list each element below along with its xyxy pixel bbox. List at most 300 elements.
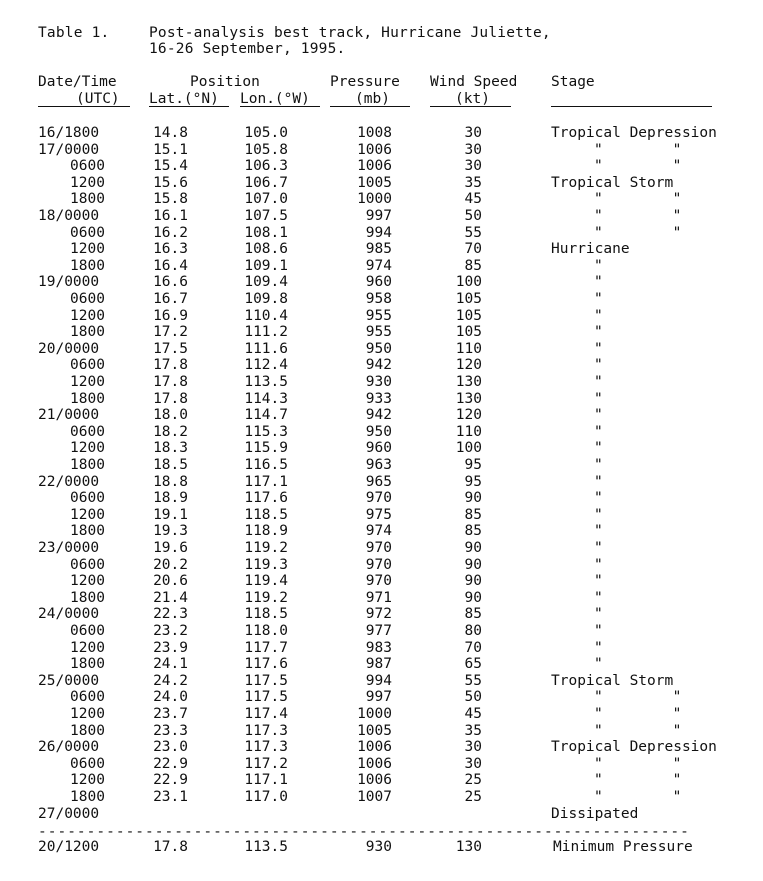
header-wind-unit: (kt) (455, 91, 490, 107)
row-stage: " (594, 440, 603, 457)
row-lon: 117.6 (244, 490, 288, 507)
row-wind: 50 (464, 208, 482, 224)
row-pressure: 974 (365, 523, 392, 540)
table-row (0, 324, 763, 341)
row-stage: " (594, 374, 603, 390)
row-stage: " " (594, 789, 682, 805)
row-pressure: 970 (365, 573, 392, 590)
row-time: 0600 (70, 291, 105, 307)
row-time: 23/0000 (38, 540, 100, 556)
row-lat: 16.6 (153, 274, 188, 291)
row-stage: " (594, 357, 603, 374)
row-pressure: 1007 (357, 789, 392, 805)
row-lat: 19.1 (153, 506, 188, 523)
row-lat: 15.1 (153, 141, 188, 158)
row-time: 17/0000 (38, 141, 100, 158)
row-time: 0600 (70, 689, 105, 706)
row-lat: 16.9 (153, 307, 188, 324)
summary-time: 20/1200 (38, 839, 100, 855)
table-row (0, 241, 763, 258)
row-lon: 117.1 (244, 772, 288, 789)
row-pressure: 955 (365, 324, 392, 341)
row-pressure: 997 (365, 208, 392, 224)
row-time: 1800 (70, 722, 105, 739)
row-lon: 117.3 (244, 722, 288, 739)
header-pressure-unit: (mb) (355, 91, 390, 107)
row-pressure: 970 (365, 556, 392, 573)
table-row (0, 474, 763, 491)
row-lon: 118.5 (244, 506, 288, 523)
row-wind: 30 (464, 125, 482, 141)
row-wind: 25 (464, 789, 482, 805)
row-lat: 18.5 (153, 457, 188, 473)
table-row (0, 308, 763, 325)
table-row (0, 590, 763, 607)
row-time: 1200 (70, 174, 105, 191)
row-lat: 14.8 (153, 125, 188, 141)
table-title-line-2: 16-26 September, 1995. (149, 41, 346, 57)
table-row (0, 606, 763, 623)
row-lon: 117.3 (244, 739, 288, 756)
row-pressure: 942 (365, 357, 392, 374)
row-pressure: 1005 (357, 722, 392, 739)
row-lon: 107.0 (244, 191, 288, 208)
row-time: 1200 (70, 440, 105, 457)
row-lat: 24.0 (153, 689, 188, 706)
table-row (0, 225, 763, 242)
table-row (0, 274, 763, 291)
row-lon: 114.7 (244, 407, 288, 424)
row-lat: 18.2 (153, 423, 188, 440)
row-pressure: 958 (365, 291, 392, 307)
row-wind: 90 (464, 540, 482, 556)
row-lon: 113.5 (244, 374, 288, 390)
row-pressure: 987 (365, 656, 392, 673)
row-lon: 108.1 (244, 224, 288, 241)
table-label: Table 1. (38, 25, 110, 41)
row-lat: 17.8 (153, 357, 188, 374)
row-wind: 90 (464, 589, 482, 606)
row-pressure: 1005 (357, 174, 392, 191)
table-row (0, 772, 763, 789)
row-time: 20/0000 (38, 340, 100, 357)
row-stage: " (594, 423, 603, 440)
row-lat: 17.5 (153, 340, 188, 357)
row-time: 1800 (70, 589, 105, 606)
row-lon: 115.9 (244, 440, 288, 457)
row-pressure: 983 (365, 639, 392, 656)
row-pressure: 972 (365, 606, 392, 623)
row-lat: 20.2 (153, 556, 188, 573)
dashed-separator: ------------------------------------------------------------------- (38, 824, 690, 840)
row-time: 1800 (70, 457, 105, 473)
row-time: 0600 (70, 423, 105, 440)
row-lat: 24.2 (153, 672, 188, 689)
row-pressure: 1006 (357, 772, 392, 789)
row-lat: 23.3 (153, 722, 188, 739)
summary-row (0, 839, 763, 856)
row-lat: 23.1 (153, 789, 188, 805)
table-row (0, 540, 763, 557)
row-lon: 117.0 (244, 789, 288, 805)
row-pressure: 994 (365, 224, 392, 241)
row-wind: 85 (464, 506, 482, 523)
row-wind: 45 (464, 706, 482, 722)
row-stage: Tropical Depression (551, 739, 717, 756)
table-row (0, 158, 763, 175)
header-utc: (UTC) (76, 91, 120, 107)
row-lat: 18.3 (153, 440, 188, 457)
row-pressure: 942 (365, 407, 392, 424)
row-stage: " (594, 606, 603, 623)
table-row (0, 706, 763, 723)
row-wind: 30 (464, 141, 482, 158)
row-lon: 106.7 (244, 174, 288, 191)
row-wind: 35 (464, 722, 482, 739)
row-stage: " (594, 623, 603, 639)
row-lat: 21.4 (153, 589, 188, 606)
row-pressure: 985 (365, 241, 392, 258)
row-lon: 117.5 (244, 672, 288, 689)
underline-wind-speed (430, 106, 511, 107)
row-pressure: 1000 (357, 191, 392, 208)
row-time: 18/0000 (38, 208, 100, 224)
row-stage: " " (594, 772, 682, 789)
row-lat: 16.2 (153, 224, 188, 241)
row-time: 1200 (70, 506, 105, 523)
row-lat: 16.3 (153, 241, 188, 258)
table-row (0, 806, 763, 823)
row-time: 0600 (70, 224, 105, 241)
row-stage: Tropical Depression (551, 125, 717, 141)
row-time: 26/0000 (38, 739, 100, 756)
row-stage: " (594, 490, 603, 507)
table-row (0, 723, 763, 740)
row-time: 0600 (70, 490, 105, 507)
row-wind: 90 (464, 490, 482, 507)
row-pressure: 970 (365, 540, 392, 556)
row-pressure: 994 (365, 672, 392, 689)
row-stage: " (594, 506, 603, 523)
table-row (0, 507, 763, 524)
row-lon: 105.8 (244, 141, 288, 158)
row-wind: 130 (455, 374, 482, 390)
row-lon: 119.2 (244, 589, 288, 606)
row-pressure: 1008 (357, 125, 392, 141)
row-lat: 22.3 (153, 606, 188, 623)
header-stage: Stage (551, 74, 595, 90)
header-wind-speed: Wind Speed (430, 74, 518, 90)
row-wind: 85 (464, 257, 482, 274)
row-stage: " (594, 573, 603, 590)
row-pressure: 1006 (357, 739, 392, 756)
row-lat: 23.9 (153, 639, 188, 656)
table-row (0, 640, 763, 657)
row-pressure: 960 (365, 274, 392, 291)
row-pressure: 950 (365, 340, 392, 357)
header-datetime: Date/Time (38, 74, 117, 90)
row-lat: 16.7 (153, 291, 188, 307)
table-row (0, 424, 763, 441)
row-lat: 17.8 (153, 390, 188, 407)
row-wind: 105 (455, 307, 482, 324)
row-lat: 15.8 (153, 191, 188, 208)
row-lat: 19.3 (153, 523, 188, 540)
row-lon: 106.3 (244, 158, 288, 175)
row-lon: 119.4 (244, 573, 288, 590)
row-stage: Tropical Storm (551, 174, 674, 191)
row-wind: 25 (464, 772, 482, 789)
row-wind: 105 (455, 324, 482, 341)
table-row (0, 357, 763, 374)
row-time: 16/1800 (38, 125, 100, 141)
summary-lat: 17.8 (153, 839, 188, 855)
row-lat: 24.1 (153, 656, 188, 673)
row-pressure: 930 (365, 374, 392, 390)
table-row (0, 673, 763, 690)
row-lat: 19.6 (153, 540, 188, 556)
row-stage: " " (594, 689, 682, 706)
row-lat: 15.4 (153, 158, 188, 175)
row-pressure: 1006 (357, 158, 392, 175)
row-stage: " (594, 639, 603, 656)
row-wind: 55 (464, 672, 482, 689)
row-lat: 20.6 (153, 573, 188, 590)
row-time: 1800 (70, 523, 105, 540)
row-stage: " " (594, 208, 682, 224)
row-lat: 17.8 (153, 374, 188, 390)
row-lon: 118.9 (244, 523, 288, 540)
row-pressure: 1000 (357, 706, 392, 722)
row-pressure: 1006 (357, 755, 392, 772)
table-row (0, 175, 763, 192)
row-lat: 15.6 (153, 174, 188, 191)
row-lat: 23.2 (153, 623, 188, 639)
row-pressure: 960 (365, 440, 392, 457)
row-lon: 107.5 (244, 208, 288, 224)
row-stage: " (594, 540, 603, 556)
row-pressure: 970 (365, 490, 392, 507)
summary-pressure: 930 (365, 839, 392, 855)
row-time: 25/0000 (38, 672, 100, 689)
row-stage: " " (594, 224, 682, 241)
row-lon: 108.6 (244, 241, 288, 258)
row-time: 21/0000 (38, 407, 100, 424)
row-wind: 70 (464, 639, 482, 656)
row-lon: 118.0 (244, 623, 288, 639)
row-stage: " (594, 523, 603, 540)
row-wind: 90 (464, 573, 482, 590)
table-row (0, 689, 763, 706)
row-lon: 118.5 (244, 606, 288, 623)
row-stage: " " (594, 706, 682, 722)
row-pressure: 974 (365, 257, 392, 274)
row-lon: 110.4 (244, 307, 288, 324)
row-pressure: 933 (365, 390, 392, 407)
row-lat: 23.0 (153, 739, 188, 756)
row-pressure: 963 (365, 457, 392, 473)
row-lat: 22.9 (153, 772, 188, 789)
row-stage: " (594, 307, 603, 324)
summary-stage: Minimum Pressure (553, 839, 693, 855)
table-row (0, 490, 763, 507)
row-wind: 55 (464, 224, 482, 241)
underline-pressure (330, 106, 410, 107)
row-lat: 18.8 (153, 473, 188, 490)
row-stage: " (594, 274, 603, 291)
row-stage: " (594, 257, 603, 274)
row-wind: 100 (455, 440, 482, 457)
row-time: 1200 (70, 772, 105, 789)
row-stage: " (594, 473, 603, 490)
row-time: 1200 (70, 241, 105, 258)
row-lon: 116.5 (244, 457, 288, 473)
row-stage: Dissipated (551, 805, 639, 822)
row-stage: " " (594, 141, 682, 158)
row-lon: 119.3 (244, 556, 288, 573)
underline-latitude (149, 106, 229, 107)
table-row (0, 557, 763, 574)
underline-datetime (38, 106, 130, 107)
row-time: 1200 (70, 307, 105, 324)
row-wind: 85 (464, 606, 482, 623)
summary-lon: 113.5 (244, 839, 288, 855)
row-lon: 111.6 (244, 340, 288, 357)
row-lat: 16.1 (153, 208, 188, 224)
header-longitude: Lon.(°W) (240, 91, 310, 107)
row-pressure: 971 (365, 589, 392, 606)
row-time: 0600 (70, 357, 105, 374)
table-row (0, 623, 763, 640)
table-row (0, 341, 763, 358)
row-pressure: 977 (365, 623, 392, 639)
table-title-line-1: Post-analysis best track, Hurricane Juliette, (149, 25, 551, 41)
table-row (0, 789, 763, 806)
row-pressure: 975 (365, 506, 392, 523)
header-position: Position (190, 74, 260, 90)
table-row (0, 739, 763, 756)
row-stage: " " (594, 158, 682, 175)
table-row (0, 291, 763, 308)
row-pressure: 955 (365, 307, 392, 324)
row-time: 0600 (70, 755, 105, 772)
row-stage: " (594, 457, 603, 473)
header-latitude: Lat.(°N) (149, 91, 219, 107)
row-lat: 23.7 (153, 706, 188, 722)
row-lon: 117.5 (244, 689, 288, 706)
row-stage: Hurricane (551, 241, 630, 258)
row-stage: " (594, 656, 603, 673)
row-time: 0600 (70, 556, 105, 573)
row-time: 1200 (70, 706, 105, 722)
table-row (0, 756, 763, 773)
row-lon: 117.6 (244, 656, 288, 673)
row-stage: " (594, 324, 603, 341)
table-row (0, 656, 763, 673)
row-stage: " (594, 291, 603, 307)
row-stage: " " (594, 755, 682, 772)
row-lat: 17.2 (153, 324, 188, 341)
row-time: 1200 (70, 573, 105, 590)
row-stage: Tropical Storm (551, 672, 674, 689)
row-wind: 50 (464, 689, 482, 706)
table-row (0, 440, 763, 457)
row-stage: " " (594, 191, 682, 208)
row-wind: 100 (455, 274, 482, 291)
row-time: 1800 (70, 656, 105, 673)
table-row (0, 208, 763, 225)
row-time: 1800 (70, 257, 105, 274)
row-lat: 16.4 (153, 257, 188, 274)
row-time: 27/0000 (38, 805, 100, 822)
row-wind: 90 (464, 556, 482, 573)
row-lon: 105.0 (244, 125, 288, 141)
row-lat: 22.9 (153, 755, 188, 772)
table-row (0, 374, 763, 391)
underline-stage (551, 106, 712, 107)
row-time: 1200 (70, 374, 105, 390)
row-lon: 115.3 (244, 423, 288, 440)
row-time: 0600 (70, 158, 105, 175)
row-wind: 80 (464, 623, 482, 639)
row-pressure: 950 (365, 423, 392, 440)
row-lon: 112.4 (244, 357, 288, 374)
row-wind: 65 (464, 656, 482, 673)
row-lat: 18.0 (153, 407, 188, 424)
row-stage: " (594, 556, 603, 573)
row-time: 24/0000 (38, 606, 100, 623)
row-stage: " (594, 407, 603, 424)
row-lon: 109.8 (244, 291, 288, 307)
table-row (0, 457, 763, 474)
row-pressure: 997 (365, 689, 392, 706)
table-row (0, 191, 763, 208)
row-wind: 120 (455, 407, 482, 424)
row-time: 1800 (70, 191, 105, 208)
row-lon: 117.4 (244, 706, 288, 722)
table-row (0, 125, 763, 142)
row-stage: " " (594, 722, 682, 739)
row-wind: 110 (455, 423, 482, 440)
row-lon: 109.1 (244, 257, 288, 274)
row-wind: 130 (455, 390, 482, 407)
row-wind: 30 (464, 755, 482, 772)
row-time: 1800 (70, 390, 105, 407)
table-row (0, 258, 763, 275)
row-stage: " (594, 589, 603, 606)
row-wind: 105 (455, 291, 482, 307)
table-row (0, 142, 763, 159)
row-pressure: 1006 (357, 141, 392, 158)
row-pressure: 965 (365, 473, 392, 490)
row-lon: 117.1 (244, 473, 288, 490)
header-pressure: Pressure (330, 74, 400, 90)
row-time: 1800 (70, 789, 105, 805)
row-wind: 95 (464, 473, 482, 490)
row-wind: 95 (464, 457, 482, 473)
row-wind: 30 (464, 158, 482, 175)
table-row (0, 523, 763, 540)
row-lat: 18.9 (153, 490, 188, 507)
row-wind: 45 (464, 191, 482, 208)
table-row (0, 573, 763, 590)
row-time: 19/0000 (38, 274, 100, 291)
row-wind: 70 (464, 241, 482, 258)
row-time: 1200 (70, 639, 105, 656)
table-row (0, 391, 763, 408)
summary-wind: 130 (455, 839, 482, 855)
row-lon: 111.2 (244, 324, 288, 341)
